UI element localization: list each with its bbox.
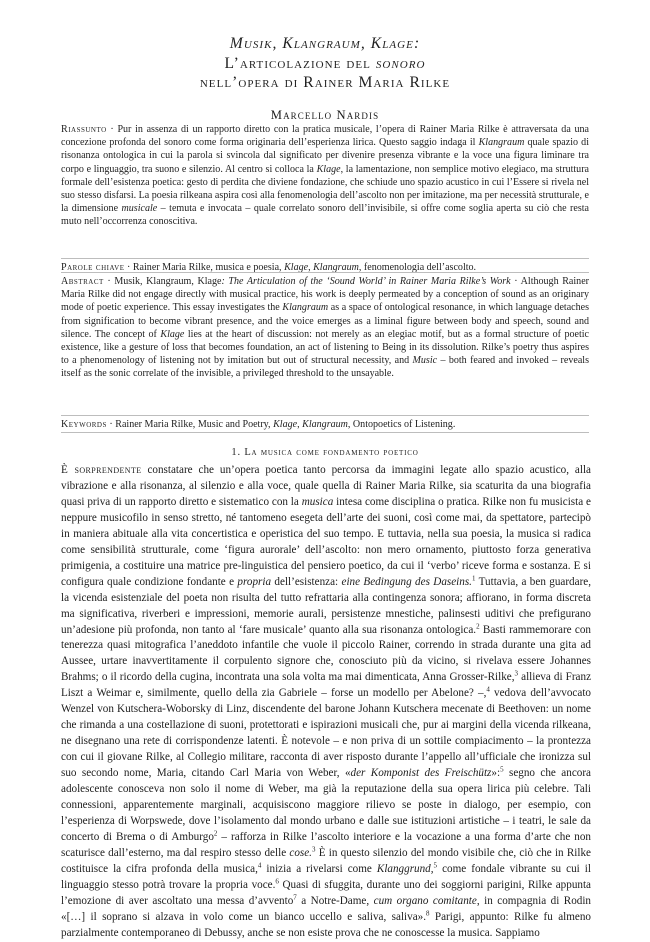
body-text-run: Parigi, appunto: Rilke fu almeno parzialmente contemporaneo di Debussy, anche se non esiste prova che ne conoscesse la musica. Sappiamo [61, 910, 591, 939]
body-text-run: dell’esistenza: [271, 575, 342, 588]
body-italic: propria [237, 575, 272, 588]
abstract-label: Abstract [61, 276, 104, 287]
title-line-1 [0, 34, 650, 54]
separator: · [106, 124, 118, 135]
abstract-text: · Although Rainer Maria Rilke did not engage directly with musical practice, his work is deeply permeated by a conception of sound as an originary mode of poetic experience. This essay investigates the [61, 276, 589, 314]
riassunto-paragraph [61, 123, 589, 259]
title-part: L’articolazione del [224, 54, 376, 72]
separator: · [106, 419, 116, 430]
riassunto-italic: Klangraum [478, 137, 525, 149]
keyword-italic: Klage [284, 262, 309, 273]
footnote-ref[interactable]: 5 [500, 765, 504, 774]
divider [61, 272, 589, 273]
body-italic: eine Bedingung des Daseins. [341, 575, 472, 588]
footnote-ref[interactable]: 4 [257, 861, 262, 870]
body-text-run: Basti rammemorare con tenerezza quasi mitografica l’aneddoto infantile che vuole il piccolo Rainer, correndo in strada durante una gita ad Aussee, urtare inavvertitamente il corpulento signore che, conosciuto più da vicino, si rivelava essere Johannes Brahms; o il ricordo della cugina, incontrata una sola volta ma mai dimenticata, Anna Grosser-Rilke, [61, 623, 591, 684]
body-text-run: È in questo silenzio del mondo visibile che, ciò che in Rilke costituisce la cifra profonda della musica, [61, 846, 591, 875]
footnote-ref[interactable]: 3 [311, 845, 316, 854]
keyword-italic: Klage [273, 419, 298, 430]
keyword-text: , Ontopoetics of Listening. [347, 419, 456, 430]
footnote-ref[interactable]: 6 [275, 877, 279, 886]
keyword-text: , [308, 262, 314, 273]
body-text-run: inizia a rivelarsi come [261, 862, 377, 875]
body-text-run: Quasi di sfuggita, durante uno dei soggiorni parigini, Rilke appunta l’emozione di aver ascoltato una messa d’avvento [61, 878, 591, 907]
abstract-text: – both feared and invoked – reveals itself as the sonic correlate of the invisible, a privileged threshold to the unsayable. [61, 355, 589, 380]
abstract-text: as a space of ontological resonance, in which language detaches from signification to become vibrant presence, and the voice emerges as a liminal figure between body and speech, sound and silence. The concept of [61, 302, 590, 340]
title-italic-part: Musik, Klangraum, Klage: [229, 35, 421, 52]
abstract-italic: Klage [160, 328, 185, 340]
author-name: Marcello Nardis [270, 107, 380, 122]
riassunto-label: Riassunto [61, 124, 107, 135]
body-italic: cum organo comitante [373, 894, 477, 907]
separator: · [124, 262, 133, 273]
body-text-run: segno che ancora adolescente conosceva non solo il nome di Weber, ma già la reputazione della sua opera lirica più celebre. Tali connessioni, apparentemente marginali, acquisiscono maggiore rilievo se poste in dialogo, per esempio, con l’esperienza di Worpswede, dove l’isolamento dal mondo urbano e dalle sue istituzioni artistiche – i teatri, le sale da concerto di Brema o di Amburgo [61, 767, 591, 843]
title-line-2 [0, 54, 650, 74]
section-number: 1. [231, 447, 241, 458]
riassunto-text: Pur in assenza di un rapporto diretto con la pratica musicale, l’opera di Rainer Maria Rilke è attraversata da una concezione profonda del sonoro come forma originaria dell’esperienza lirica. Questo saggio indaga il [61, 124, 589, 149]
title-line-3: nell’opera di Rainer Maria Rilke [199, 74, 451, 91]
footnote-ref[interactable]: 8 [426, 908, 430, 917]
keyword-text: Rainer Maria Rilke, Music and Poetry, [115, 419, 274, 430]
keyword-text: , fenomenologia dell’ascolto. [358, 262, 477, 273]
riassunto-text: – temuta e invocata – quale correlato sonoro dell’invisibile, si offre come soglia aperta su ciò che resta muto nell’occorrenza conoscitiva. [61, 203, 589, 228]
footnote-ref[interactable]: 7 [293, 893, 297, 902]
body-text-run: , in compagnia di Rodin «[…] il soprano si alzava in volo come un bianco uccello e saliva, saliva». [61, 894, 592, 923]
parole-chiave-label: Parole chiave [61, 262, 125, 273]
keyword-italic: Klangraum [313, 262, 359, 273]
divider [61, 415, 589, 416]
keywords-label: Keywords [61, 419, 107, 430]
riassunto-text: , la lamentazione, non semplice motivo elegiaco, ma struttura formale dell’esistenza poetica: gesto di perdita che diviene fondazione, che schiude uno spazio acustico in cui l’Essere si rivela nel suo stesso disfarsi. La poesia rilkeana aspira così alla fenomenologia dell’ascolto non per imitazione, ma per necessità strutturale, e la dimensione [61, 163, 589, 215]
title-italic-word: sonoro [375, 54, 426, 72]
body-text-run: Tuttavia, a ben guardare, la vicenda esistenziale del poeta non risulta del tutto refrattaria alla contingenza sonora; affiorano, in forma discreta ma significativa, riverberi e impressioni, memorie aurali, persistenze mnestiche, palinsesti uditivi che prefigurano un’adesione più profonda, non tanto al ‘fare musicale’ quanto alla sua risonanza ontologica. [61, 575, 592, 636]
body-italic: der Komponist des Freischütz [350, 767, 492, 780]
keyword-text: Rainer Maria Rilke, musica e poesia, [132, 262, 285, 273]
abstract-paragraph [61, 275, 589, 420]
abstract-title-italic: : The Articulation of the ‘Sound World’ in Rainer Maria Rilke’s Work [221, 276, 511, 287]
abstract-italic: Klangraum [282, 302, 329, 314]
lead-words: È sorprendente [61, 464, 142, 476]
body-text-run: vedova dell’avvocato Wenzel von Kutschera-Woborsky di Linz, discendente del barone Johann Kutschera mecenate di Beethoven: un nome che rimanda a una costellazione di suoni, protettorati e ispirazioni musicali che, pur ai margini della vicenda rilkeana, ne disegnano una rete di corrispondenze latenti. È notevole – e non priva di un sottile compiacimento – la prontezza con cui il giovane Rilke, al Collegio militare, racconta di aver risposto durante l’appello all’ufficiale che ironizza sul suo secondo nome, Maria, citando Carl Maria von Weber, « [61, 687, 591, 780]
section-title-text: La musica come fondamento poetico [244, 447, 419, 458]
body-italic: cose. [289, 846, 312, 859]
body-text-run: »: [491, 767, 501, 780]
body-text-run: allieva di Franz Liszt a Weimar e, similmente, quello della zia Gabriele – forse un modello per Abelone? –, [61, 671, 592, 700]
body-italic: musica [301, 495, 334, 508]
keyword-italic: Klangraum [302, 419, 348, 430]
body-text-run: constatare che un’opera poetica tanto percorsa da immagini legate allo spazio acustico, alla vibrazione e alla risonanza, al silenzio e alla voce, quale quella di Rainer Maria Rilke, sia scaturita da una biografia quasi priva di un rapporto diretto e sistematico con la [61, 464, 591, 508]
body-italic: Klanggrund, [376, 862, 434, 875]
divider [61, 432, 589, 433]
article-title-block [0, 34, 650, 123]
body-text-run: intesa come disciplina o pratica. Rilke non fu musicista e neppure musicofilo in senso stretto, né tantomeno esegeta dell’arte dei suoni, così come mai, da spettatore, partecipò in maniera abituale alla vita concertistica e operistica del suo tempo. E tuttavia, nella sua poesia, la musica si radica come sensibilità strutturale, come ‘figura aurorale’ dell’ascolto: non mero ornamento, piuttosto forza generativa primigenia, a costituire una matrice pre-linguistica del pensiero poetico, da cui il ‘verbo’ riceve forma e sostanza. E si configura quale condizione fondante e [61, 495, 591, 588]
keywords-line [61, 418, 589, 431]
abstract-text: lies at the heart of discussion: not merely as an elegiac motif, but as a formal structure of poetic existence, like a gesture of loss that becomes foundation, an act of listening to Being in its dissolution. Rilke’s poetry thus aspires to a phenomenology of listening not by imitation but out of structural necessity, and [61, 328, 589, 367]
footnote-ref[interactable]: 3 [514, 669, 519, 678]
divider [61, 258, 589, 259]
section-heading [0, 447, 650, 458]
body-text [61, 463, 592, 939]
footnote-ref[interactable]: 4 [486, 685, 490, 694]
footnote-ref[interactable]: 2 [476, 621, 480, 630]
riassunto-italic: musicale [121, 203, 158, 215]
footnote-ref[interactable]: 1 [471, 573, 476, 582]
riassunto-italic: Klage [316, 163, 341, 175]
abstract-italic: Music [412, 355, 438, 367]
abstract-title: Musik, Klangraum, Klage [114, 276, 222, 287]
separator: · [103, 276, 115, 287]
footnote-ref[interactable]: 2 [213, 829, 218, 838]
body-text-run: come fondale vibrante su cui il linguaggio stesso potrà trovare la propria voce. [61, 862, 591, 891]
footnote-ref[interactable]: 5 [433, 861, 438, 870]
body-text-run: – rafforza in Rilke l’ascolto interiore e la vocazione a una forma d’arte che non scaturisce dall’esterno, ma dal respiro stesso delle [61, 830, 591, 859]
keyword-text: , [297, 419, 303, 430]
riassunto-text: quale spazio di risonanza ontologica in cui la parola si svincola dal significato per divenire presenza vibrante e la voce una figura liminare tra corpo e linguaggio, tra suono e silenzio. Al centro si colloca la [61, 137, 589, 175]
body-text-run: a Notre-Dame, [296, 894, 374, 907]
